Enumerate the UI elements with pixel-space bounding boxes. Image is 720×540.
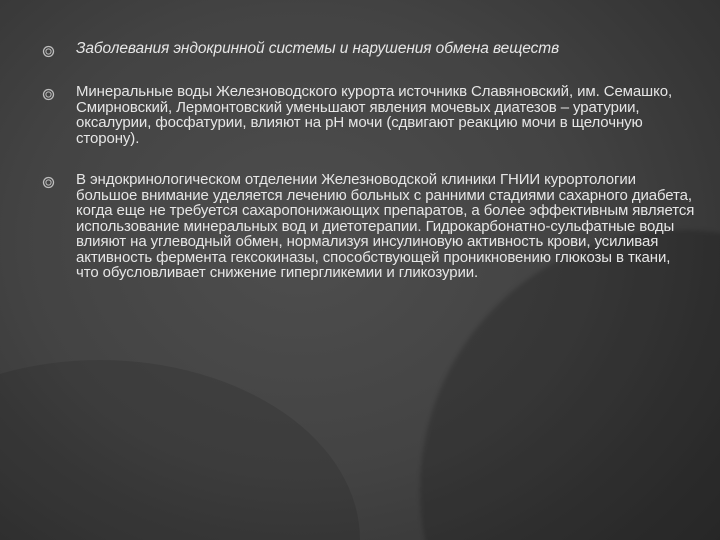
ring-bullet-icon xyxy=(42,176,55,189)
bullet-heading: Заболевания эндокринной системы и нарушения обмена веществ xyxy=(76,40,560,57)
ring-bullet-icon xyxy=(42,88,55,101)
ring-bullet-icon xyxy=(42,45,55,58)
bullet-text: Минеральные воды Железноводского курорта источникв Славяновский, им. Семашко, Смирновский, Лермонтовский уменьшают явления мочевых диатезов – уратурии, оксалурии, фосфатурии, влияют на рН мочи (сдвигают реакцию мочи в щелочную сторону). xyxy=(76,83,673,147)
bullet-text: В эндокринологическом отделении Железноводской клиники ГНИИ курортологии большое внимание уделяется лечению больных с ранними стадиями сахарного диабета, когда еще не требуется сахаропонижающих препаратов, а более эффективным является использование минеральных вод и диетотерапии. Гидрокарбонатно-сульфатные воды влияют на углеводный обмен, нормализуя инсулиновую активность крови, усиливая активность фермента гексокиназы, способствующей проникновению глюкозы в ткани, что обусловливает снижение гипергликемии и гликозурии. xyxy=(76,171,695,281)
